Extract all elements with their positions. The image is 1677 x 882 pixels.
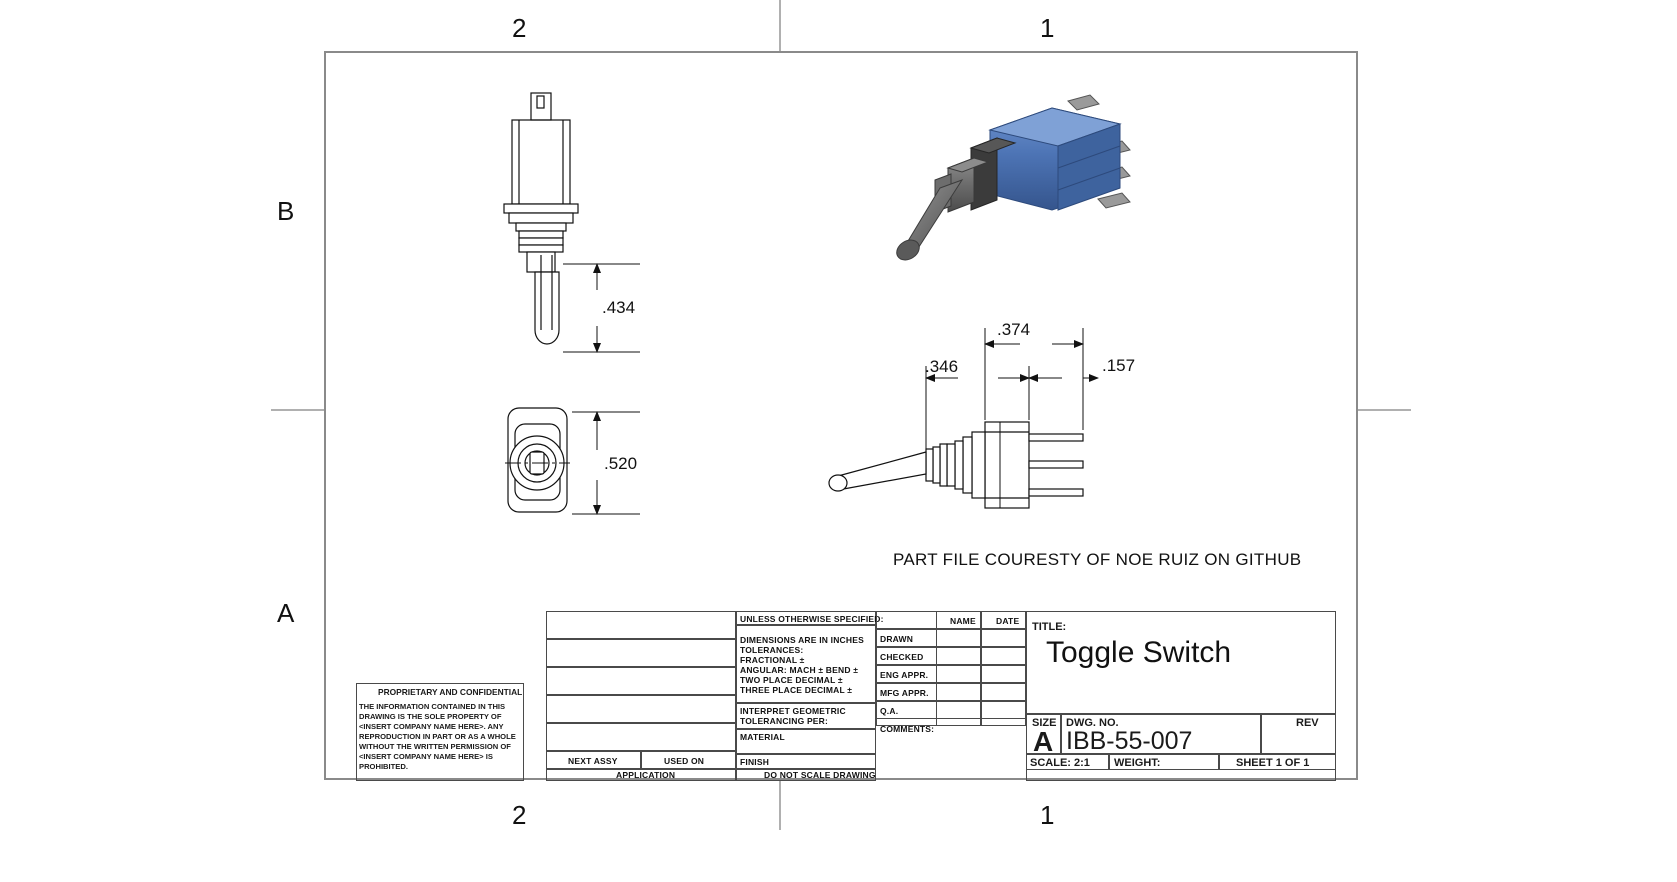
- label-comments: COMMENTS:: [880, 724, 935, 734]
- note-line-4: ANGULAR: MACH ± BEND ±: [740, 665, 859, 675]
- proprietary-line-1: THE INFORMATION CONTAINED IN THIS: [359, 702, 506, 711]
- sheet-label: SHEET 1 OF 1: [1236, 757, 1310, 769]
- dimension-346: .346: [925, 357, 959, 376]
- margin-tick-bottom: [779, 780, 781, 830]
- note-line-1: DIMENSIONS ARE IN INCHES: [740, 635, 864, 645]
- drawing-title: Toggle Switch: [1046, 636, 1232, 669]
- dimension-157: .157: [1102, 356, 1136, 375]
- label-used-on: USED ON: [664, 756, 705, 766]
- label-qa: Q.A.: [880, 706, 899, 716]
- approvals-row-qa: [876, 701, 1026, 719]
- margin-tick-top: [779, 0, 781, 51]
- scale-label: SCALE: 2:1: [1030, 757, 1090, 769]
- app-table-row3: [546, 667, 736, 695]
- size-label: SIZE: [1032, 717, 1057, 729]
- note-line-3: FRACTIONAL ±: [740, 655, 805, 665]
- app-table-row2: [546, 639, 736, 667]
- title-block: [359, 611, 1336, 781]
- label-date-col: DATE: [996, 616, 1020, 626]
- zone-left-b: B: [277, 196, 295, 226]
- weight-label: WEIGHT:: [1114, 757, 1161, 769]
- proprietary-title: PROPRIETARY AND CONFIDENTIAL: [378, 687, 523, 697]
- zone-left-a: A: [277, 598, 295, 628]
- courtesy-note: PART FILE COURESTY OF NOE RUIZ ON GITHUB: [893, 550, 1302, 569]
- dimension-374: .374: [997, 320, 1031, 339]
- dimension-434: .434: [602, 298, 636, 317]
- rev-label: REV: [1296, 717, 1319, 729]
- label-name-col: NAME: [950, 616, 976, 626]
- zone-top-2: 2: [512, 13, 527, 43]
- label-unless-specified: UNLESS OTHERWISE SPECIFIED:: [740, 614, 884, 624]
- dimension-520: .520: [604, 454, 638, 473]
- app-table-row1: [546, 611, 736, 639]
- label-eng-appr: ENG APPR.: [880, 670, 929, 680]
- proprietary-line-5: WITHOUT THE WRITTEN PERMISSION OF: [359, 742, 511, 751]
- dwgno-value: IBB-55-007: [1066, 727, 1193, 755]
- proprietary-line-4: REPRODUCTION IN PART OR AS A WHOLE: [359, 732, 516, 741]
- label-application: APPLICATION: [616, 770, 676, 780]
- label-material: MATERIAL: [740, 732, 785, 742]
- margin-tick-right: [1358, 409, 1411, 411]
- size-value: A: [1033, 726, 1054, 757]
- label-mfg-appr: MFG APPR.: [880, 688, 929, 698]
- app-table-row4: [546, 695, 736, 723]
- title-label: TITLE:: [1032, 621, 1067, 633]
- proprietary-line-3: <INSERT COMPANY NAME HERE>. ANY: [359, 722, 504, 731]
- proprietary-line-6: <INSERT COMPANY NAME HERE> IS: [359, 752, 493, 761]
- label-interpret-2: TOLERANCING PER:: [740, 716, 829, 726]
- margin-tick-left: [271, 409, 324, 411]
- zone-top-1: 1: [1040, 13, 1055, 43]
- label-do-not-scale: DO NOT SCALE DRAWING: [764, 770, 876, 780]
- label-finish: FINISH: [740, 757, 770, 767]
- app-table-row5: [546, 723, 736, 751]
- zone-bottom-1: 1: [1040, 800, 1055, 830]
- proprietary-line-2: DRAWING IS THE SOLE PROPERTY OF: [359, 712, 502, 721]
- note-line-6: THREE PLACE DECIMAL ±: [740, 685, 853, 695]
- proprietary-line-7: PROHIBITED.: [359, 762, 408, 771]
- note-line-2: TOLERANCES:: [740, 645, 804, 655]
- label-interpret-1: INTERPRET GEOMETRIC: [740, 706, 846, 716]
- zone-bottom-2: 2: [512, 800, 527, 830]
- label-drawn: DRAWN: [880, 634, 914, 644]
- label-next-assy: NEXT ASSY: [568, 756, 618, 766]
- dwgno-label: DWG. NO.: [1066, 717, 1119, 729]
- note-line-5: TWO PLACE DECIMAL ±: [740, 675, 843, 685]
- label-checked: CHECKED: [880, 652, 924, 662]
